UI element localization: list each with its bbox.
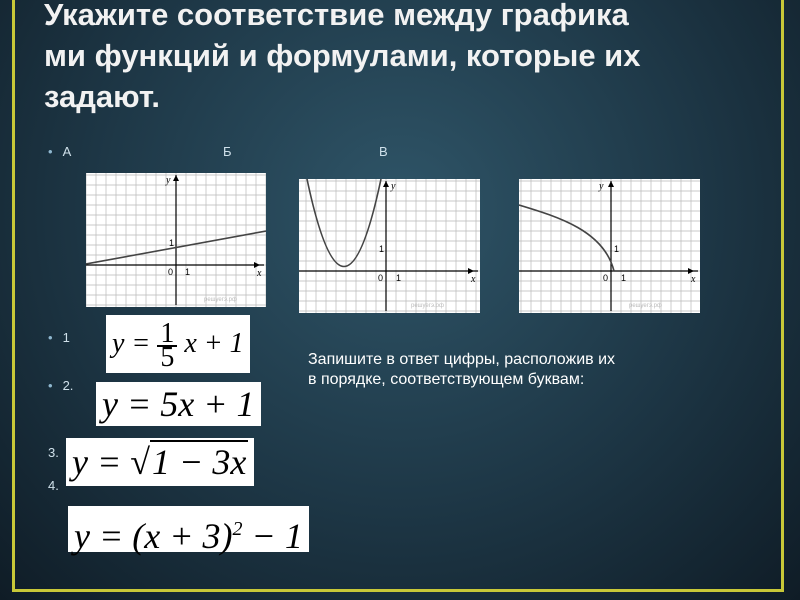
sqrt-sign-icon: √ <box>130 442 151 482</box>
graph-a-x-one: 1 <box>185 267 191 277</box>
list-marker-1: 1 <box>62 330 70 345</box>
list-marker-4: 4. <box>48 478 59 493</box>
graph-label-b: Б <box>223 144 232 159</box>
graph-b-y-label: y <box>391 181 396 192</box>
instruction-line-1: Запишите в ответ цифры, расположив их <box>308 351 616 368</box>
bullet-dot: • <box>48 144 53 159</box>
graph-c-svg <box>519 179 700 313</box>
formula-1-denominator: 5 <box>160 341 175 373</box>
graph-a-y-one: 1 <box>169 238 175 248</box>
title-line-3: задают. <box>44 79 160 114</box>
formula-4 <box>68 506 309 556</box>
graph-c-x-one: 1 <box>621 273 627 283</box>
graph-c-y-one: 1 <box>614 244 620 254</box>
graph-b <box>299 179 480 313</box>
graph-c-grid <box>519 179 700 313</box>
graph-a-origin: 0 <box>168 267 174 277</box>
graph-a-y-arrow <box>173 175 179 181</box>
graph-c-x-label: x <box>691 274 696 285</box>
slide-title <box>44 0 784 117</box>
list-item-1 <box>48 330 70 345</box>
graph-b-svg <box>299 179 480 313</box>
formula-4-exponent: 2 <box>232 518 243 540</box>
graph-label-c: В <box>379 144 388 159</box>
graph-c-origin: 0 <box>603 273 609 283</box>
formula-1-numerator: 1 <box>157 323 177 347</box>
label-a-row <box>48 144 71 159</box>
formula-1 <box>106 315 250 373</box>
graph-b-x-label: x <box>471 274 476 285</box>
formula-1-rhs: x + 1 <box>184 328 244 359</box>
graph-b-y-one: 1 <box>379 244 385 254</box>
bullet-dot: • <box>48 330 53 345</box>
list-marker-3: 3. <box>48 445 59 460</box>
formula-3-lhs: y = <box>72 442 122 482</box>
graph-b-y-arrow <box>383 181 389 187</box>
graph-a <box>86 173 266 307</box>
list-item-2 <box>48 378 73 393</box>
graph-a-watermark: решуегэ.рф <box>204 297 237 303</box>
formula-3 <box>66 438 254 486</box>
graph-c-y-arrow <box>608 181 614 187</box>
formula-1-lhs: y = <box>112 328 151 359</box>
graph-a-svg <box>86 173 266 307</box>
title-line-1: Укажите соответствие между графика <box>44 0 629 32</box>
graph-b-watermark: решуегэ.рф <box>411 303 444 309</box>
graph-b-x-one: 1 <box>396 273 402 283</box>
bullet-dot: • <box>48 378 53 393</box>
instruction-line-2: в порядке, соответствующем буквам: <box>308 371 585 388</box>
graph-a-y-label: y <box>166 175 171 186</box>
graph-c-watermark: решуегэ.рф <box>629 303 662 309</box>
formula-4-base: y = (x + 3) <box>74 516 233 556</box>
answer-instruction <box>308 350 698 390</box>
graph-label-a: А <box>62 144 72 159</box>
title-line-2: ми функций и формулами, которые их <box>44 38 641 73</box>
graph-b-curve <box>307 179 381 267</box>
graph-b-origin: 0 <box>378 273 384 283</box>
formula-2: y = 5x + 1 <box>96 382 261 426</box>
formula-1-fraction <box>157 317 177 373</box>
list-marker-2: 2. <box>62 378 74 393</box>
graph-a-x-label: x <box>257 268 262 279</box>
formula-4-tail: − 1 <box>242 516 303 556</box>
graph-c-y-label: y <box>599 181 604 192</box>
formula-3-radicand: 1 − 3x <box>152 442 247 482</box>
graph-c <box>519 179 700 313</box>
